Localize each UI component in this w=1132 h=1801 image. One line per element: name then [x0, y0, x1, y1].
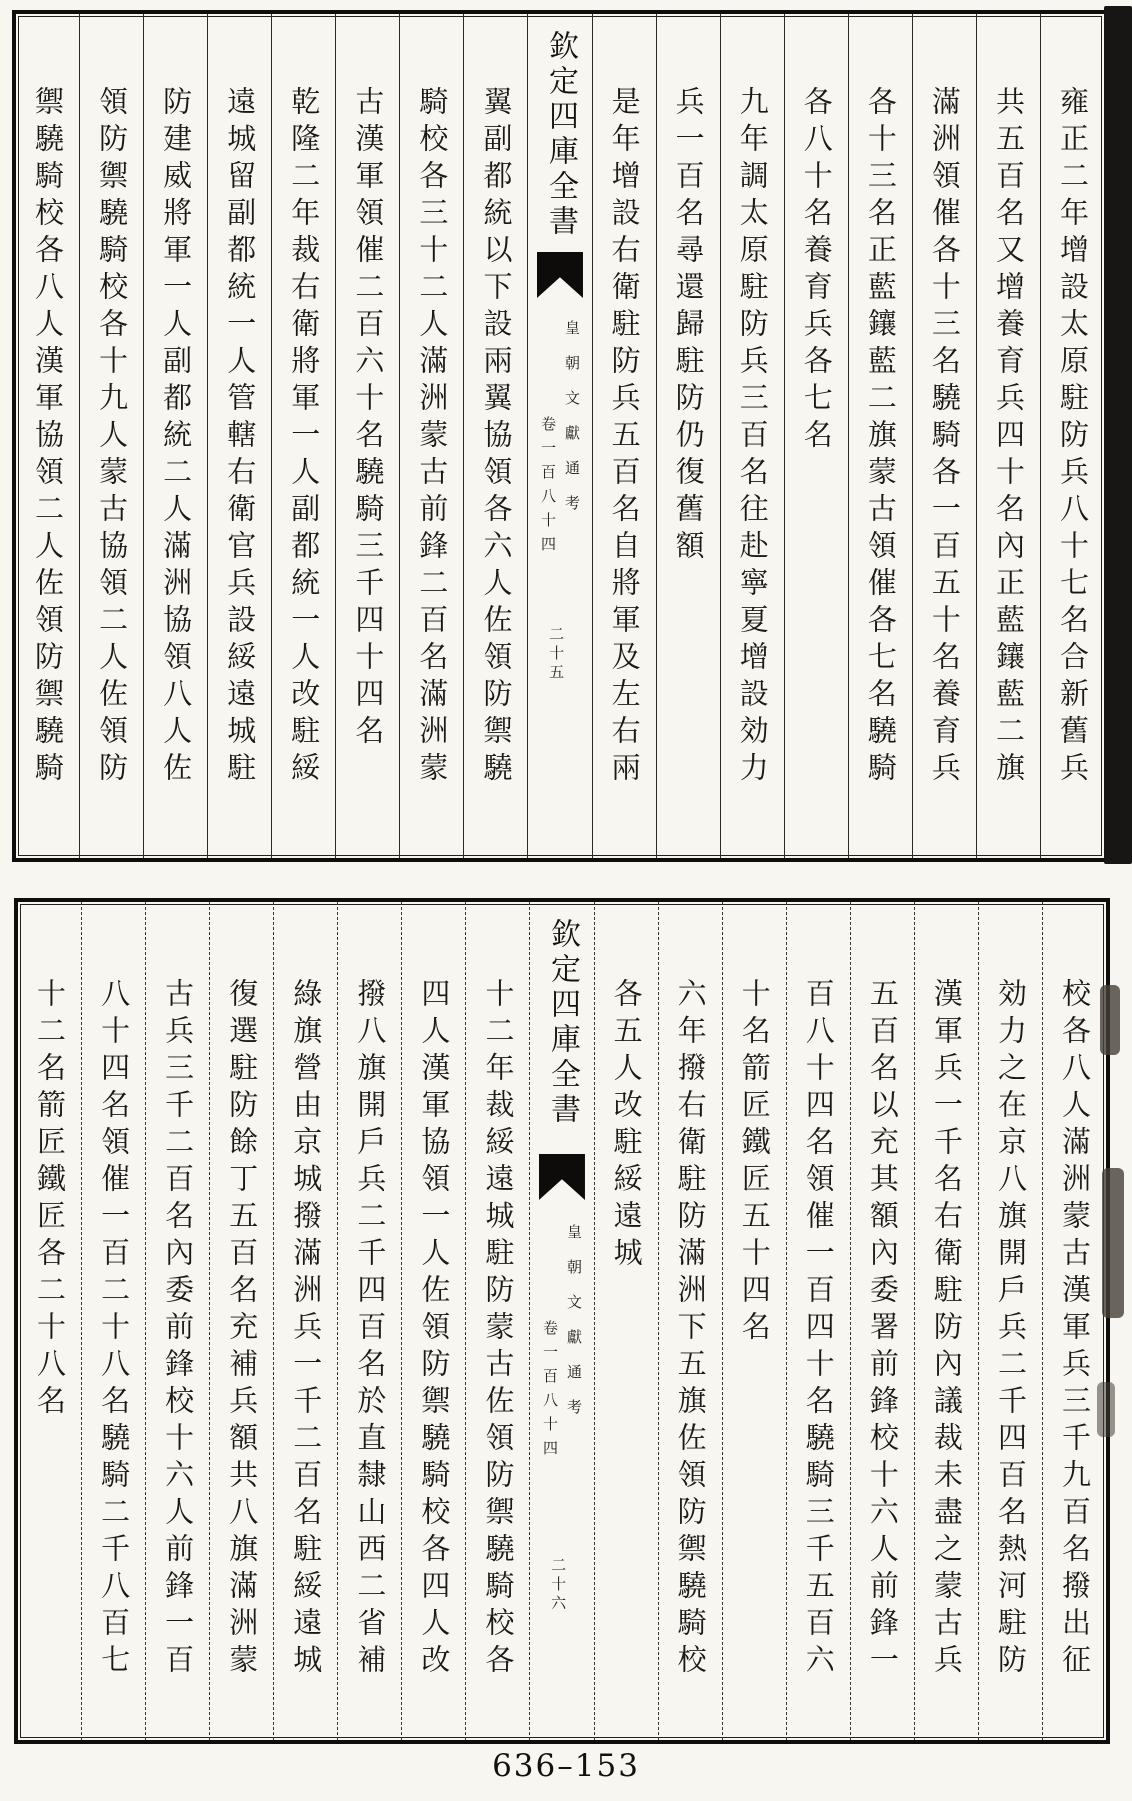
center-fold-column — [527, 14, 591, 858]
upper-page-block — [12, 10, 1108, 862]
text-column: 是年增設右衛駐防兵五百名自將軍及左右兩 — [592, 14, 656, 858]
binding-gutter-shadow — [1104, 6, 1132, 864]
volume-label: 卷一百八十四 — [538, 416, 557, 560]
text-column: 十二年裁綏遠城駐防蒙古佐領防禦驍騎校各 — [465, 902, 529, 1740]
scan-artifact — [1100, 985, 1120, 1055]
text-column: 各八十名養育兵各七名 — [784, 14, 848, 858]
text-column: 六年撥右衛駐防滿洲下五旗佐領防禦驍騎校 — [658, 902, 722, 1740]
fishtail-ornament-icon — [537, 252, 583, 298]
text-column: 遠城留副都統一人管轄右衛官兵設綏遠城駐 — [207, 14, 271, 858]
text-column: 雍正二年增設太原駐防兵八十七名合新舊兵 — [1040, 14, 1104, 858]
lower-page-block — [14, 898, 1110, 1744]
text-column: 四人漢軍協領一人佐領防禦驍騎校各四人改 — [401, 902, 465, 1740]
book-name: 皇朝文獻通考 — [564, 1224, 583, 1434]
scan-artifact — [1102, 1168, 1124, 1318]
text-column: 古漢軍領催二百六十名驍騎三千四十四名 — [335, 14, 399, 858]
fold-labels — [538, 1224, 586, 1464]
folio-page-number: 二十五 — [547, 626, 566, 683]
volume-label: 卷一百八十四 — [540, 1320, 559, 1464]
text-column: 兵一百名尋還歸駐防仍復舊額 — [656, 14, 720, 858]
text-column: 十名箭匠鐵匠五十四名 — [722, 902, 786, 1740]
text-column: 翼副都統以下設兩翼協領各六人佐領防禦驍 — [463, 14, 527, 858]
text-column: 十二名箭匠鐵匠各二十八名 — [33, 978, 67, 1422]
lower-columns — [18, 902, 1106, 1740]
text-column: 九年調太原駐防兵三百名往赴寧夏增設効力 — [720, 14, 784, 858]
scan-artifact — [1097, 1382, 1115, 1437]
text-column: 復選駐防餘丁五百名充補兵額共八旗滿洲蒙 — [209, 902, 273, 1740]
printed-page-number: 636–153 — [492, 1748, 640, 1784]
text-column: 効力之在京八旗開戶兵二千四百名熱河駐防 — [978, 902, 1042, 1740]
text-column: 共五百名又增養育兵四十名內正藍鑲藍二旗 — [976, 14, 1040, 858]
text-column: 百八十四名領催一百四十名驍騎三千五百六 — [786, 902, 850, 1740]
text-column: 乾隆二年裁右衛將軍一人副都統一人改駐綏 — [271, 14, 335, 858]
text-column: 漢軍兵一千名右衛駐防內議裁未盡之蒙古兵 — [914, 902, 978, 1740]
text-column: 滿洲領催各十三名驍騎各一百五十名養育兵 — [912, 14, 976, 858]
folio-page-number: 二十六 — [549, 1557, 568, 1614]
upper-columns — [16, 14, 1104, 858]
text-column: 各十三名正藍鑲藍二旗蒙古領催各七名驍騎 — [848, 14, 912, 858]
book-title: 欽定四庫全書 — [544, 918, 580, 1128]
text-column: 騎校各三十二人滿洲蒙古前鋒二百名滿洲蒙 — [399, 14, 463, 858]
fishtail-ornament-icon — [539, 1154, 585, 1200]
center-fold-column — [529, 902, 593, 1740]
text-column: 撥八旗開戶兵二千四百名於直隸山西二省補 — [337, 902, 401, 1740]
book-title: 欽定四庫全書 — [542, 30, 578, 240]
book-name: 皇朝文獻通考 — [562, 320, 581, 530]
text-column: 五百名以充其額內委署前鋒校十六人前鋒一 — [850, 902, 914, 1740]
text-column: 禦驍騎校各八人漢軍協領二人佐領防禦驍騎 — [31, 86, 65, 789]
text-column: 綠旗營由京城撥滿洲兵一千二百名駐綏遠城 — [273, 902, 337, 1740]
fold-labels — [536, 320, 584, 560]
text-column: 領防禦驍騎校各十九人蒙古協領二人佐領防 — [79, 14, 143, 858]
text-column: 古兵三千二百名內委前鋒校十六人前鋒一百 — [145, 902, 209, 1740]
text-column: 校各八人滿洲蒙古漢軍兵三千九百名撥出征 — [1042, 902, 1106, 1740]
text-column: 各五人改駐綏遠城 — [594, 902, 658, 1740]
text-column: 防建威將軍一人副都統二人滿洲協領八人佐 — [143, 14, 207, 858]
text-column: 八十四名領催一百二十八名驍騎二千八百七 — [81, 902, 145, 1740]
